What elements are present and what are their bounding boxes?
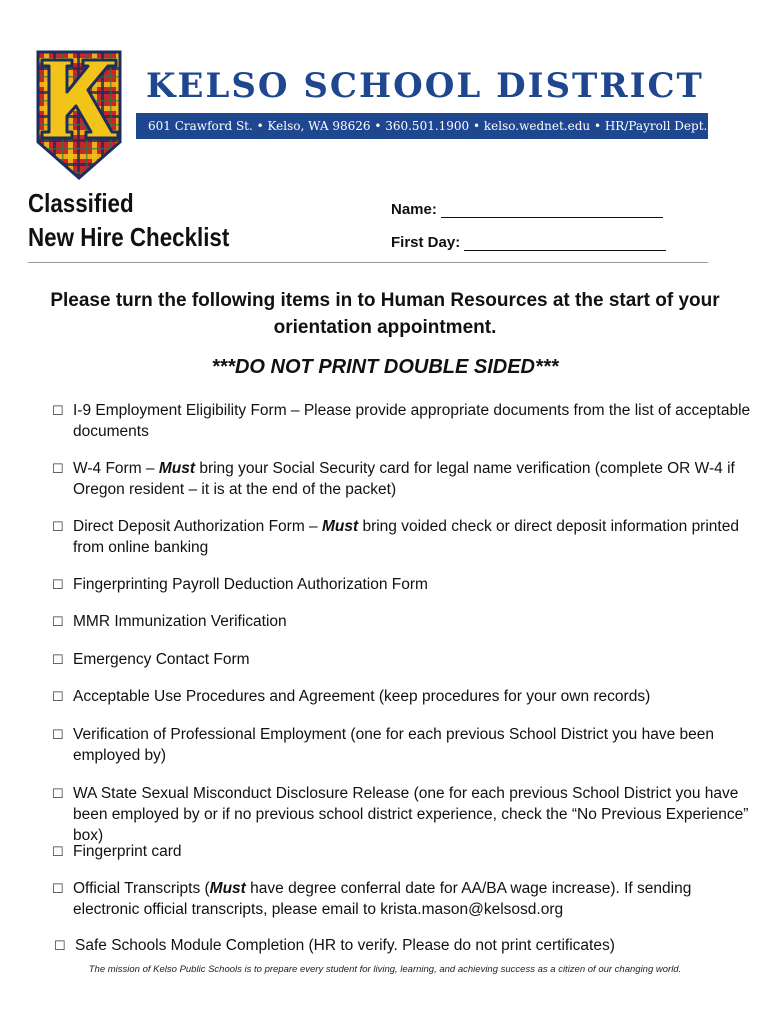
item-text: Safe Schools Module Completion (HR to verify. Please do not print certificates) — [75, 937, 615, 954]
district-name: KELSO SCHOOL DISTRICT — [146, 66, 704, 106]
item-text: Official Transcripts ( — [73, 880, 210, 897]
checkbox-icon[interactable]: ☐ — [52, 403, 64, 418]
checkbox-icon[interactable]: ☐ — [52, 519, 64, 534]
checkbox-icon[interactable]: ☐ — [52, 652, 64, 667]
checkbox-icon[interactable]: ☐ — [52, 786, 64, 801]
item-text: I-9 Employment Eligibility Form – Please provide appropriate documents from the list of acceptable documents — [73, 402, 751, 440]
first-day-label: First Day: — [391, 234, 461, 251]
item-text: Emergency Contact Form — [73, 651, 250, 668]
checklist-item — [52, 841, 752, 862]
checklist-item — [52, 574, 752, 595]
checkbox-icon[interactable]: ☐ — [52, 689, 64, 704]
item-text: Acceptable Use Procedures and Agreement (keep procedures for your own records) — [73, 688, 651, 705]
item-text: Verification of Professional Employment (one for each previous School District you have been employed by) — [73, 726, 715, 764]
checkbox-icon[interactable]: ☐ — [52, 577, 64, 592]
checkbox-icon[interactable]: ☐ — [52, 614, 64, 629]
name-field[interactable] — [391, 201, 663, 218]
item-text: MMR Immunization Verification — [73, 613, 287, 630]
item-text-after: have degree conferral date for AA/BA wage increase). If sending electronic official transcripts, please email to krista.mason@kelsosd.org — [73, 880, 692, 918]
checklist-item — [52, 649, 752, 670]
instructions-line1: Please turn the following items in to Human Resources at the start of your — [50, 290, 720, 311]
name-blank-line[interactable] — [441, 203, 663, 218]
instructions — [40, 287, 730, 341]
checklist-item — [52, 400, 752, 442]
crest-shield-icon — [36, 50, 122, 180]
print-warning: ***DO NOT PRINT DOUBLE SIDED*** — [211, 356, 559, 378]
crest-letter: K — [78, 120, 80, 121]
item-emphasis: Must — [158, 460, 196, 477]
checklist-item — [52, 783, 752, 846]
first-day-blank-line[interactable] — [464, 236, 666, 251]
page-title-line1: Classified — [28, 188, 134, 218]
page-title-line2: New Hire Checklist — [28, 222, 230, 252]
address-bar: 601 Crawford St. • Kelso, WA 98626 • 360.501.1900 • kelso.wednet.edu • HR/Payroll Dept. — [136, 113, 708, 139]
name-label: Name: — [391, 201, 437, 218]
checkbox-icon[interactable]: ☐ — [52, 844, 64, 859]
item-text: Fingerprint card — [73, 843, 182, 860]
item-text: WA State Sexual Misconduct Disclosure Release (one for each previous School District you have been employed by or if no previous school district experience, check the “No Previous Experience” box) — [73, 785, 749, 844]
checklist-item — [52, 611, 752, 632]
checkbox-icon[interactable]: ☐ — [54, 938, 66, 953]
item-text: Direct Deposit Authorization Form – — [73, 518, 322, 535]
checkbox-icon[interactable]: ☐ — [52, 881, 64, 896]
item-text: Fingerprinting Payroll Deduction Authorization Form — [73, 576, 428, 593]
instructions-line2: orientation appointment. — [273, 317, 497, 338]
item-text-after: bring your Social Security card for legal name verification (complete OR W-4 if Oregon resident – it is at the end of the packet) — [73, 460, 735, 498]
item-emphasis: Must — [321, 518, 359, 535]
header-divider — [28, 262, 708, 263]
item-text: W-4 Form – — [73, 460, 159, 477]
checkbox-icon[interactable]: ☐ — [52, 727, 64, 742]
checklist-item — [52, 724, 752, 766]
mission-statement: The mission of Kelso Public Schools is to prepare every student for living, learning, and achieving success as a citizen of our changing world. — [88, 964, 682, 975]
checklist-item — [52, 878, 752, 920]
item-emphasis: Must — [209, 880, 246, 897]
checklist-item — [52, 516, 752, 558]
checkbox-icon[interactable]: ☐ — [52, 461, 64, 476]
checklist-item — [54, 935, 754, 956]
checklist-item — [52, 458, 752, 500]
item-text-after: bring voided check or direct deposit information printed from online banking — [73, 518, 739, 556]
first-day-field[interactable] — [391, 234, 666, 251]
district-crest-logo — [36, 50, 122, 180]
checklist-item — [52, 686, 752, 707]
